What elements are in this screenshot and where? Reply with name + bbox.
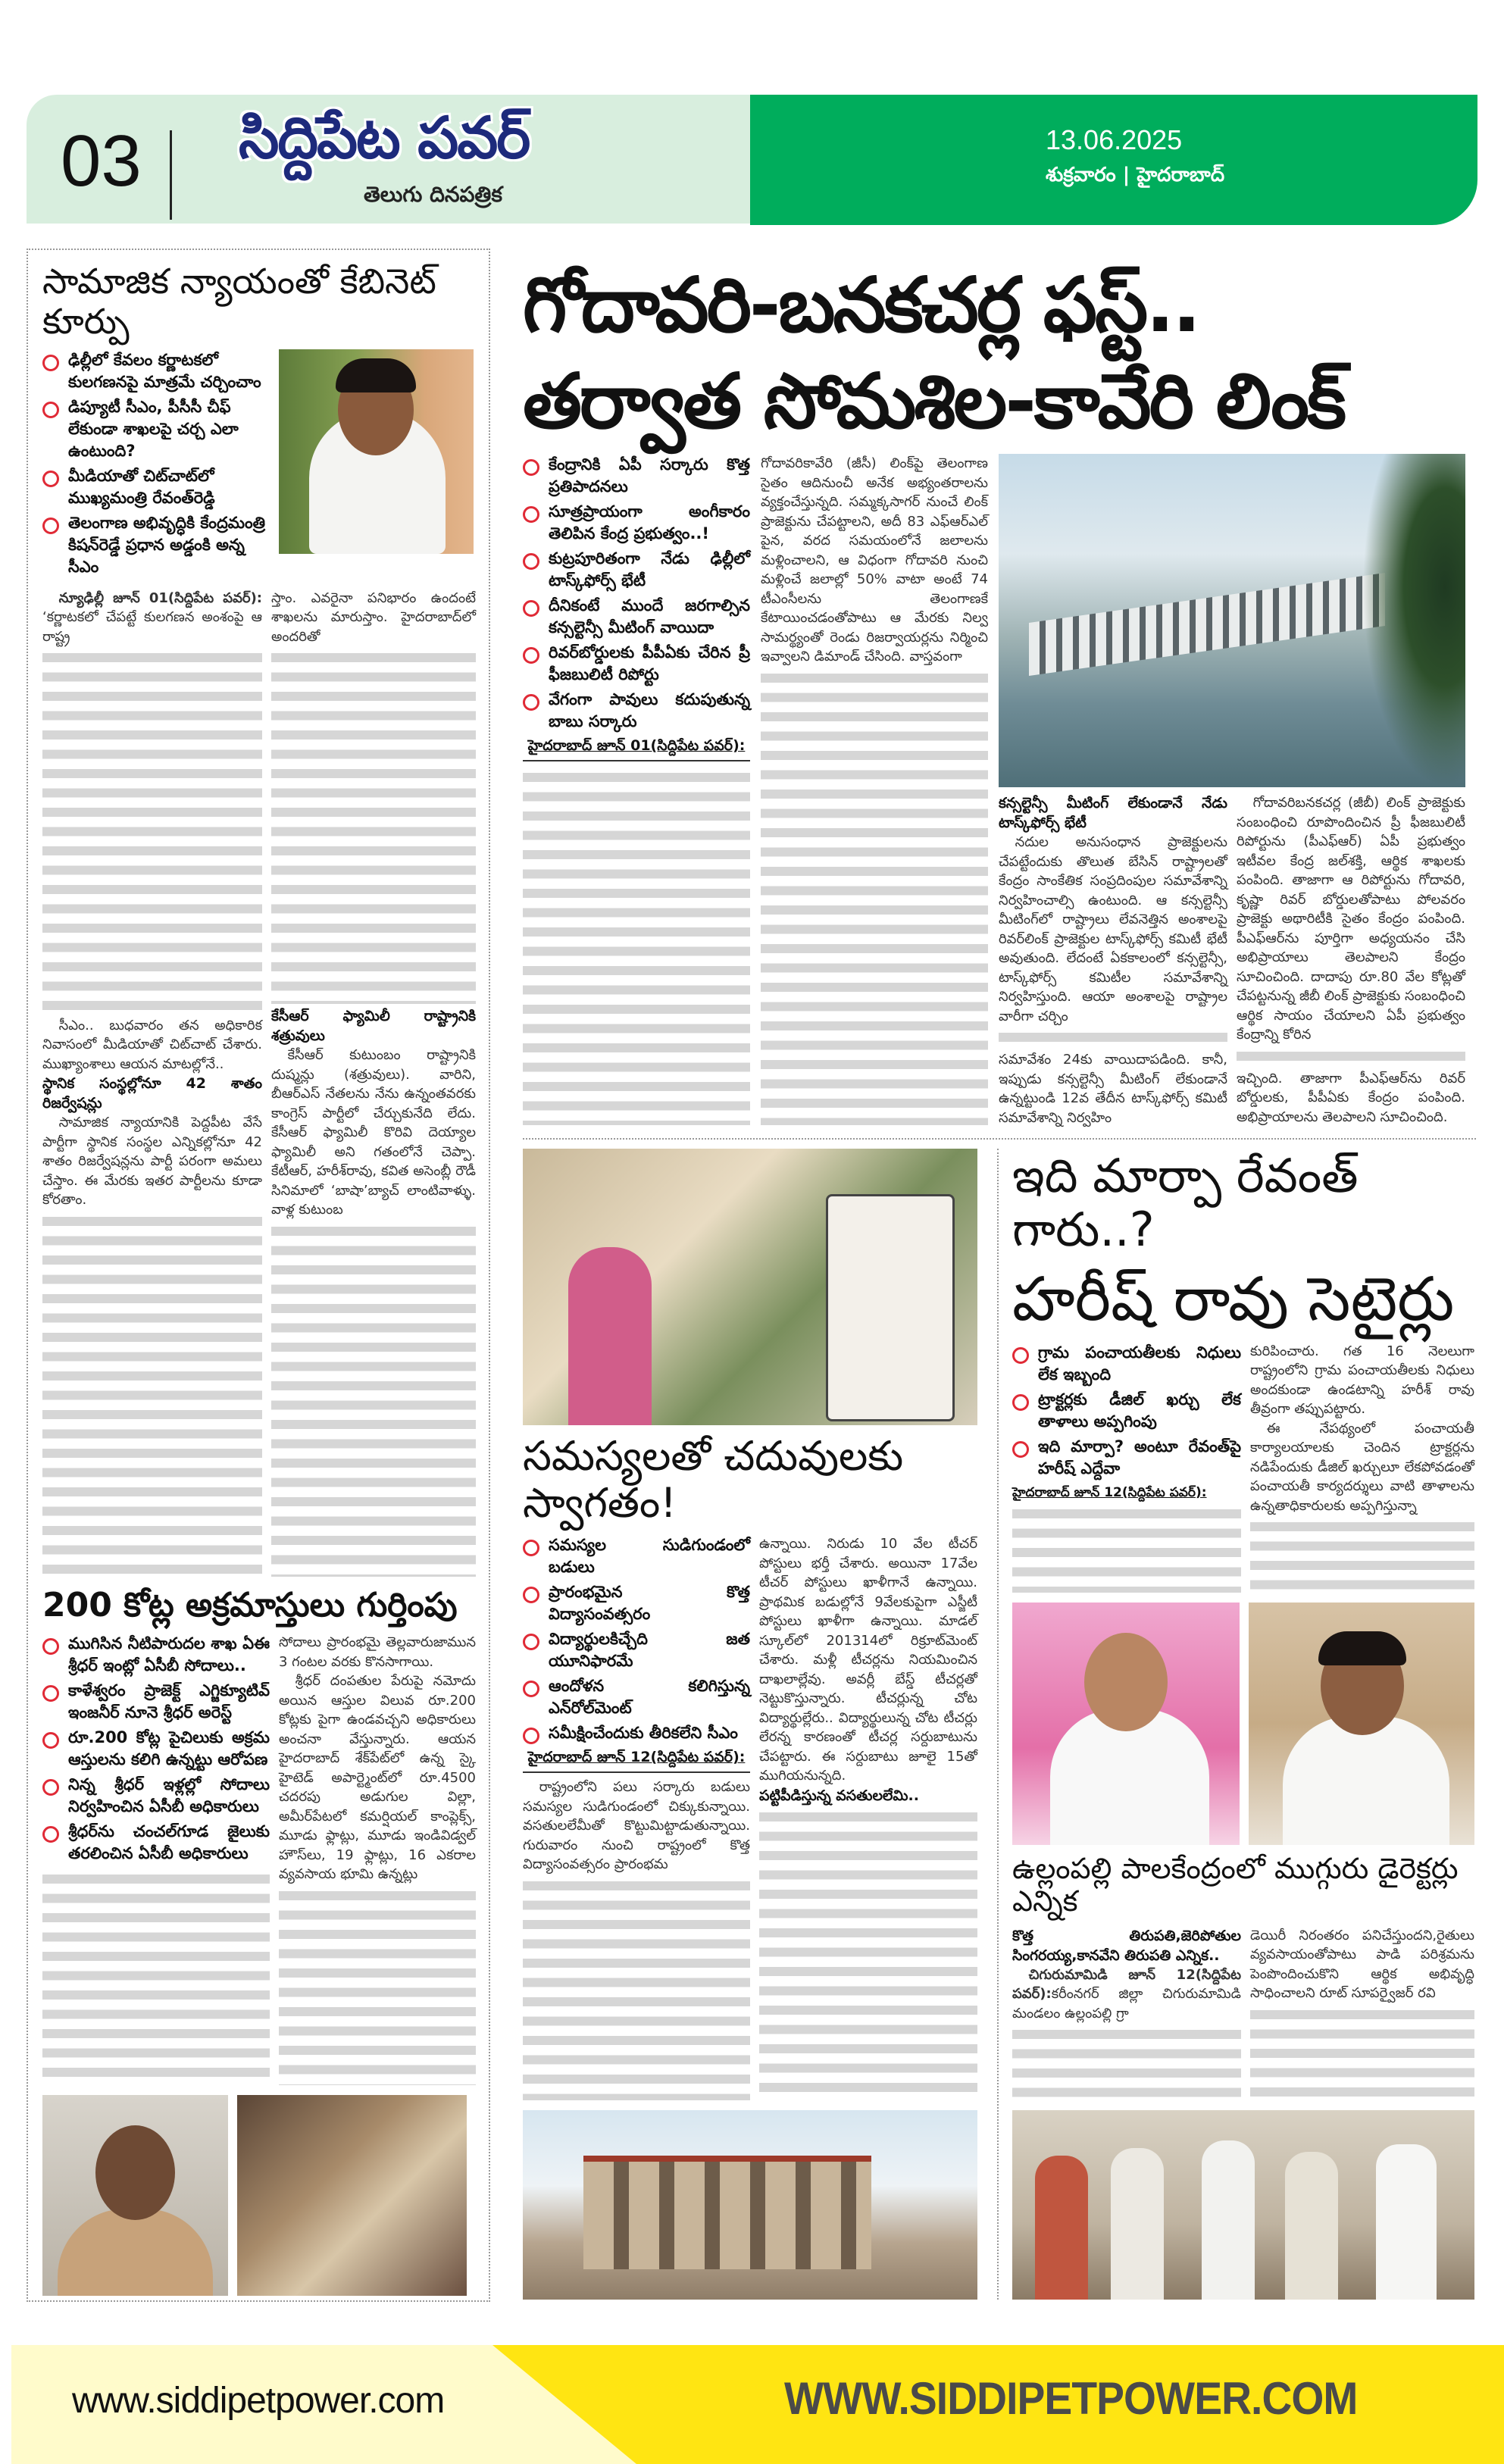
education-bullets [523,1534,750,1747]
date-band [750,95,1477,225]
cabinet-headline: సామాజిక న్యాయంతో కేబినెట్ కూర్పు [42,261,436,342]
bullet: తెలంగాణ అభివృద్ధికి కేంద్రమంత్రి కిషన్‌రెడ్డే ప్రధాన అడ్డంకి అన్న సీఎం [42,512,270,578]
subhead: స్థానిక సంస్థల్లోనూ 42 శాతం రిజర్వేషన్లు [42,1075,262,1112]
bullet: కేంద్రానికి ఏపీ సర్కారు కొత్త ప్రతిపాదనలు [523,454,750,498]
acb-body-col2: సోదాలు ప్రారంభమై తెల్లవారుజామున 3 గంటల వరకు కొనసాగాయి. శ్రీధర్ దంపతుల పేరుపై నమోదు అయిన ఆస్తుల విలువ రూ.200 కోట్లకు పైగా ఉండవచ్చని అధికారులు అంచనా వేస్తున్నారు. ఆయన హైదరాబాద్ శేక్‌పేట్‌లో ఉన్న స్కై హైటెడ్ అపార్ట్మెంట్‌లో రూ.4500 చదరపు అడుగుల విల్లా, అమీర్‌పేటలో కమర్షియల్ కాంప్లెక్స్, మూడు ఫ్లాట్లు, మూడు ఇండివిడ్వల్ హౌస్‌లు, 19 ఫ్లాట్లు, 16 ఎకరాల వ్యవసాయ భూమి ఉన్నట్లు [279,1633,476,2087]
photo-dam [999,454,1465,787]
bullet: దీనికంటే ముందే జరగాల్సిన కన్సల్టెన్సీ మీటింగ్ వాయిదా [523,595,750,639]
bullet: సమీక్షించేందుకు తీరికలేని సీఎం [523,1722,750,1744]
bullet: రూ.200 కోట్ల పైచిలుకు అక్రమ ఆస్తులను కలిగి ఉన్నట్టు ఆరోపణ [42,1727,270,1771]
photo-chief-minister [279,349,474,554]
cabinet-bullets [42,349,270,581]
lead-bullets [523,454,750,736]
harish-headline-line1: ఇది మార్పా రేవంత్ గారు..? [1012,1148,1359,1258]
newspaper-logo: సిద్దిపేట పవర్ [239,104,530,171]
bullet: గ్రామ పంచాయతీలకు నిధులు లేక ఇబ్బంది [1012,1342,1241,1386]
photo-revanth-reddy [1249,1603,1474,1845]
lead-headline-line2: తర్వాత సోమశిల-కావేరి లింక్ [523,357,1345,446]
dairy-headline: ఉల్లంపల్లి పాలకేంద్రంలో ముగ్గురు డైరెక్టర్లు ఎన్నిక [1012,1851,1459,1918]
divider [170,130,172,220]
bullet: మీడియాతో చిట్‌చాట్‌లో ముఖ్యమంత్రి రేవంత్‌రెడ్డి [42,465,270,509]
subhead: కేసీఆర్ ఫ్యామిలీ రాష్ట్రానికి శత్రువులు [271,1008,476,1045]
subhead: కన్సల్టెన్సీ మీటింగ్ లేకుండానే నేడు టాస్క్‌ఫోర్స్ భేటీ [999,795,1227,831]
bullet: ప్రారంభమైన కొత్త విద్యాసంవత్సరం [523,1581,750,1625]
bullet: సూత్రప్రాయంగా అంగీకారం తెలిపిన కేంద్ర ప్రభుత్వం..! [523,501,750,545]
bullet: డిప్యూటీ సీఎం, పీసీసీ చీఫ్ లేకుండా శాఖలపై చర్చ ఎలా ఉంటుంది? [42,396,270,462]
bullet: నిన్న శ్రీధర్ ఇళ్లల్లో సోదాలు నిర్వహించిన ఏసీబీ అధికారులు [42,1774,270,1818]
acb-body-col1 [42,1870,270,2085]
harish-body-col1 [1012,1505,1241,1593]
bullet: కాళేశ్వరం ప్రాజెక్ట్ ఎగ్జిక్యూటివ్ ఇంజనీర్ నూనె శ్రీధర్ అరెస్ట్ [42,1680,270,1724]
harish-body-col2: కురిపించారు. గత 16 నెలలుగా రాష్ట్రంలోని గ్రామ పంచాయతీలకు నిధులు అందకుండా ఉండటాన్ని హరీశ్ రావు తీవ్రంగా తప్పుపట్టారు. ఈ నేపథ్యంలో పంచాయతీ కార్యాలయాలకు చెందిన ట్రాక్టర్లను నడిపేందుకు డీజిల్ ఖర్చులూ లేకపోవడంతో పంచాయతీ కార్యదర్శులు వాటి తాళాలను ఉన్నతాధికారులకు అప్పగిస్తున్నా [1250,1342,1474,1595]
bullet: సమస్యల సుడిగుండంలో బడులు [523,1534,750,1578]
lead-story [523,454,1476,1140]
photo-school-building [523,2110,977,2300]
photo-school-children [523,1149,977,1425]
subhead: పట్టిపీడిస్తున్న వసతులలేమి.. [759,1787,919,1804]
tagline: తెలుగు దినపత్రిక [364,182,502,207]
education-body-col2: ఉన్నాయి. నిరుడు 10 వేల టీచర్ పోస్టులు భర్తీ చేశారు. అయినా 17వేల టీచర్ పోస్టులు ఖాళీగానే ఉన్నాయి. ప్రాథమిక బడుల్లోనే 9వేలకుపైగా ఎస్జీటీ పోస్టులు ఖాళీగా ఉన్నాయి. మాడల్ స్కూల్‌లో 201314లో రిక్రూట్‌మెంట్ చేశారు. మళ్లీ టీచర్లను నియమించిన దాఖలాల్లేవు. అవర్లీ బేస్డ్ టీచర్లతో నెట్టుకొస్తున్నారు. టీచర్లున్న చోట విద్యార్థుల్లేరు.. విద్యార్థులున్న చోట టీచర్లు లేరన్న కారణంతో టీచర్ల సర్దుబాటును చేపట్టారు. ఈ సర్దుబాటు జూలై 15తో ముగియనున్నది. పట్టిపీడిస్తున్న వసతులలేమి.. [759,1534,977,2103]
right-side [523,261,1476,2300]
dateline: హైదరాబాద్ జూన్ 12(సిద్దిపేట పవర్): [1012,1484,1207,1500]
bullet: వేగంగా పావులు కదుపుతున్న బాబు సర్కారు [523,689,750,733]
bullet: కుట్రపూరితంగా నేడు ఢిల్లీలో టాస్క్‌ఫోర్స్ భేటీ [523,548,750,592]
lead-body-col4: గోదావరిబనకచర్ల (జీబీ) లింక్ ప్రాజెక్టుకు సంబంధించి రూపొందించిన ప్రీ ఫీజబులిటీ రిపోర్టును (పీఎఫ్ఆర్) ఏపీ ప్రభుత్వం ఇటీవల కేంద్ర జల్‌శక్తి, ఆర్థిక శాఖలకు పంపింది. తాజాగా ఆ రిపోర్టును గోదావరి, కృష్ణా రివర్ బోర్డులతోపాటు పోలవరం ప్రాజెక్టు అథారిటీకి సైతం కేంద్రం పంపింది. పీఎఫ్ఆర్‌ను పూర్తిగా అధ్యయనం చేసి అభిప్రాయాలు తెలపాలని కేంద్రం సూచించింది. దాదాపు రూ.80 వేల కోట్లతో చేపట్టనున్న జీబీ లింక్ ప్రాజెక్టుకు సంబంధించి ఆర్థిక సాయం చేయాలని ఏపీ ప్రభుత్వం కేంద్రాన్ని కోరిన ఇచ్చింది. తాజాగా పీఎఫ్ఆర్‌ను రివర్ బోర్డులకు, పీపీఏకు కేంద్రం పంపింది. అభిప్రాయాలను తెలపాలని సూచించింది. [1237,795,1465,1125]
cabinet-body-col1: న్యూఢిల్లీ జూన్ 01(సిద్దిపేట పవర్): ‘కర్ణాటకలో చేపట్టే కులగణన అంశంపై ఆ రాష్ట్ర సీఎం.. బుధవారం తన అధికారిక నివాసంలో మీడియాతో చిట్‌చాట్ చేశారు. ముఖ్యాంశాలు ఆయన మాటల్లోనే.. స్థానిక సంస్థల్లోనూ 42 శాతం రిజర్వేషన్లు సామాజిక న్యాయానికి పెద్దపీట వేసే పార్టీగా స్థానిక సంస్థల ఎన్నికల్లోనూ 42 శాతం రిజర్వేషన్లను పార్టీ పరంగా అమలు చేస్తాం. ఈ మేరకు ఇతర పార్టీలను కూడా కోరతాం. [42,589,262,1580]
education-headline: సమస్యలతో చదువులకు స్వాగతం! [523,1432,904,1527]
lead-body-col2: గోదావరికావేరి (జీసీ) లింక్‌పై తెలంగాణ సైతం ఆదినుంచీ అనేక అభ్యంతరాలను వ్యక్తంచేస్తున్నది. సమ్మక్కసాగర్ నుంచే లింక్ ప్రాజెక్టును చేపట్టాలని, అదీ 83 ఎఫ్ఆర్ఎల్ పైన, వరద సమయంలోనే జలాలను మళ్లించాలని, ఆ విధంగా గోదావరి నుంచి మళ్లించే జలాల్లో 50% వాటా అంటే 74 టీఎంసీలను తెలంగాణకే కేటాయించడంతోపాటు ఆ మేరకు నిల్వ సామర్థ్యంతో రెండు రిజర్వాయర్లను నిర్మించి ఇవ్వాలని డిమాండ్ చేసింది. వాస్తవంగా [761,454,988,1127]
cabinet-body-col2: స్తాం. ఎవరైనా పనిభారం ఉందంటే శాఖలను మారుస్తాం. హైదరాబాద్‌లో అందరితో కేసీఆర్ ఫ్యామిలీ రాష్ట్రానికి శత్రువులు కేసీఆర్ కుటుంబం రాష్ట్రానికి దుష్మన్లు (శత్రువులు). వారిని, బీఆర్ఎస్ నేతలను నేను ఉన్నంతవరకు కాంగ్రెస్ పార్టీలో చేర్చుకునేది లేదు. కేసీఆర్ ఫ్యామిలీ కొరివి దెయ్యాల ఫ్యామిలీ అని గతంలోనే చెప్పా. కేటీఆర్, హరీశ్‌రావు, కవిత అసెంబ్లీ రౌడీ సినిమాలో ‘బాషా’బ్యాచ్ లాంటివాళ్ళు. వాళ్ల కుటుంబ [271,589,476,1580]
dairy-body-col2: డెయిరీ నిరంతరం పనిచేస్తుందని,రైతులు వ్యవసాయంతోపాటు పాడి పరిశ్రమను పెంపొందించుకొని ఆర్థిక అభివృద్ధి సాధించాలని రూట్ సూపర్వైజర్ రవి [1250,1926,1474,2103]
education-story [523,1149,999,2300]
bullet: ఆందోళన కలిగిస్తున్న ఎన్‌రోల్‌మెంట్ [523,1675,750,1719]
dairy-body-col1: కొత్త తిరుపతి,జెరిపోతుల సింగరయ్య,కానవేని తిరుపతి ఎన్నిక.. చిగురుమామిడి జూన్ 12(సిద్దిపేట పవర్):కరీంనగర్ జిల్లా చిగురుమామిడి మండలం ఉల్లంపల్లి గ్రా [1012,1926,1241,2103]
bullet: రివర్‌బోర్డులకు పీపీఏకు చేరిన ప్రీ ఫీజబులిటీ రిపోర్టు [523,642,750,686]
photo-seized-items [237,2095,467,2296]
lead-body-col3: కన్సల్టెన్సీ మీటింగ్ లేకుండానే నేడు టాస్క్‌ఫోర్స్ భేటీ నదుల అనుసంధాన ప్రాజెక్టులను చేపట్టేందుకు తొలుత బేసిన్ రాష్ట్రాలతో కేంద్రం సాంకేతిక సంప్రదింపుల సమావేశాన్ని నిర్వహించాల్సి ఉంటుంది. ఆ కన్సల్టెన్సీ మీటింగ్‌లో రాష్ట్రాలు లేవనెత్తిన అంశాలపై రివర్‌లింక్ ప్రాజెక్టుల టాస్క్‌ఫోర్స్ కమిటీ భేటీ అవుతుంది. లేదంటే ఏకకాలంలో కన్సల్టెన్సీ, టాస్క్‌ఫోర్స్ కమిటీల సమావేశాన్ని నిర్వహిస్తుంది. ఆయా అంశాలపై రాష్ట్రాల వారీగా చర్చిం సమావేశం 24కు వాయిదాపడింది. కానీ, ఇప్పుడు కన్సల్టెన్సీ మీటింగ్ లేకుండానే ఉన్నట్టుండి 12వ తేదీన టాస్క్‌ఫోర్స్ కమిటీ సమావేశాన్ని నిర్వహిం [999,795,1227,1126]
acb-bullets [42,1633,270,1868]
harish-bullets [1012,1342,1241,1483]
issue-date: 13.06.2025 [1046,124,1183,155]
subhead: కొత్త తిరుపతి,జెరిపోతుల సింగరయ్య,కానవేని తిరుపతి ఎన్నిక.. [1012,1927,1241,1964]
bullet: ముగిసిన నీటిపారుదల శాఖ ఏఈ శ్రీధర్ ఇంట్లో ఏసీబీ సోదాలు.. [42,1633,270,1677]
footer-website-link[interactable]: www.siddipetpower.com [72,2381,445,2421]
dateline: హైదరాబాద్ జూన్ 01(సిద్దిపేట పవర్): [523,736,750,761]
acb-headline: 200 కోట్ల అక్రమాస్తులు గుర్తింపు [42,1586,458,1625]
photo-dairy-directors [1012,2110,1474,2300]
dateline: హైదరాబాద్ జూన్ 12(సిద్దిపేట పవర్): [523,1747,750,1773]
right-lower-column [999,1149,1476,2300]
left-column [42,261,476,2296]
footer-website-banner[interactable]: WWW.SIDDIPETPOWER.COM [784,2373,1358,2424]
lead-headline-line1: గోదావరి-బనకచర్ల ఫస్ట్.. [523,261,1199,349]
education-body-col1: రాష్ట్రంలోని పలు సర్కారు బడులు సమస్యల సుడిగుండంలో చిక్కుకున్నాయి. వసతులలేమీతో కొట్టుమిట్టాడుతున్నాయి. గురువారం నుంచి రాష్ట్రంలో కొత్త విద్యాసంవత్సరం ప్రారంభమ [523,1779,750,1873]
lead-body-col1 [523,768,750,1125]
bullet: శ్రీధర్‌ను చంచల్‌గూడ జైలుకు తరలించిన ఏసీబీ అధికారులు [42,1821,270,1865]
page-number: 03 [61,120,142,202]
bullet: ట్రాక్టర్లకు డీజిల్ ఖర్చు లేక తాళాలు అప్పగింపు [1012,1389,1241,1433]
issue-day-place: శుక్రవారం | హైదరాబాద్ [1046,164,1225,186]
harish-headline-line2: హరీష్ రావు సెటైర్లు [1012,1263,1455,1334]
photo-engineer [42,2095,228,2296]
photo-harish-rao [1012,1603,1240,1845]
bullet: విద్యార్థులకిచ్చేది జత యూనిఫారమే [523,1628,750,1672]
bullet: ఇది మార్పా? అంటూ రేవంత్‌పై హరీష్ ఎద్దేవా [1012,1436,1241,1480]
bullet: ఢిల్లీలో కేవలం కర్ణాటకలో కులగణనపై మాత్రమే చర్చించాం [42,349,270,393]
